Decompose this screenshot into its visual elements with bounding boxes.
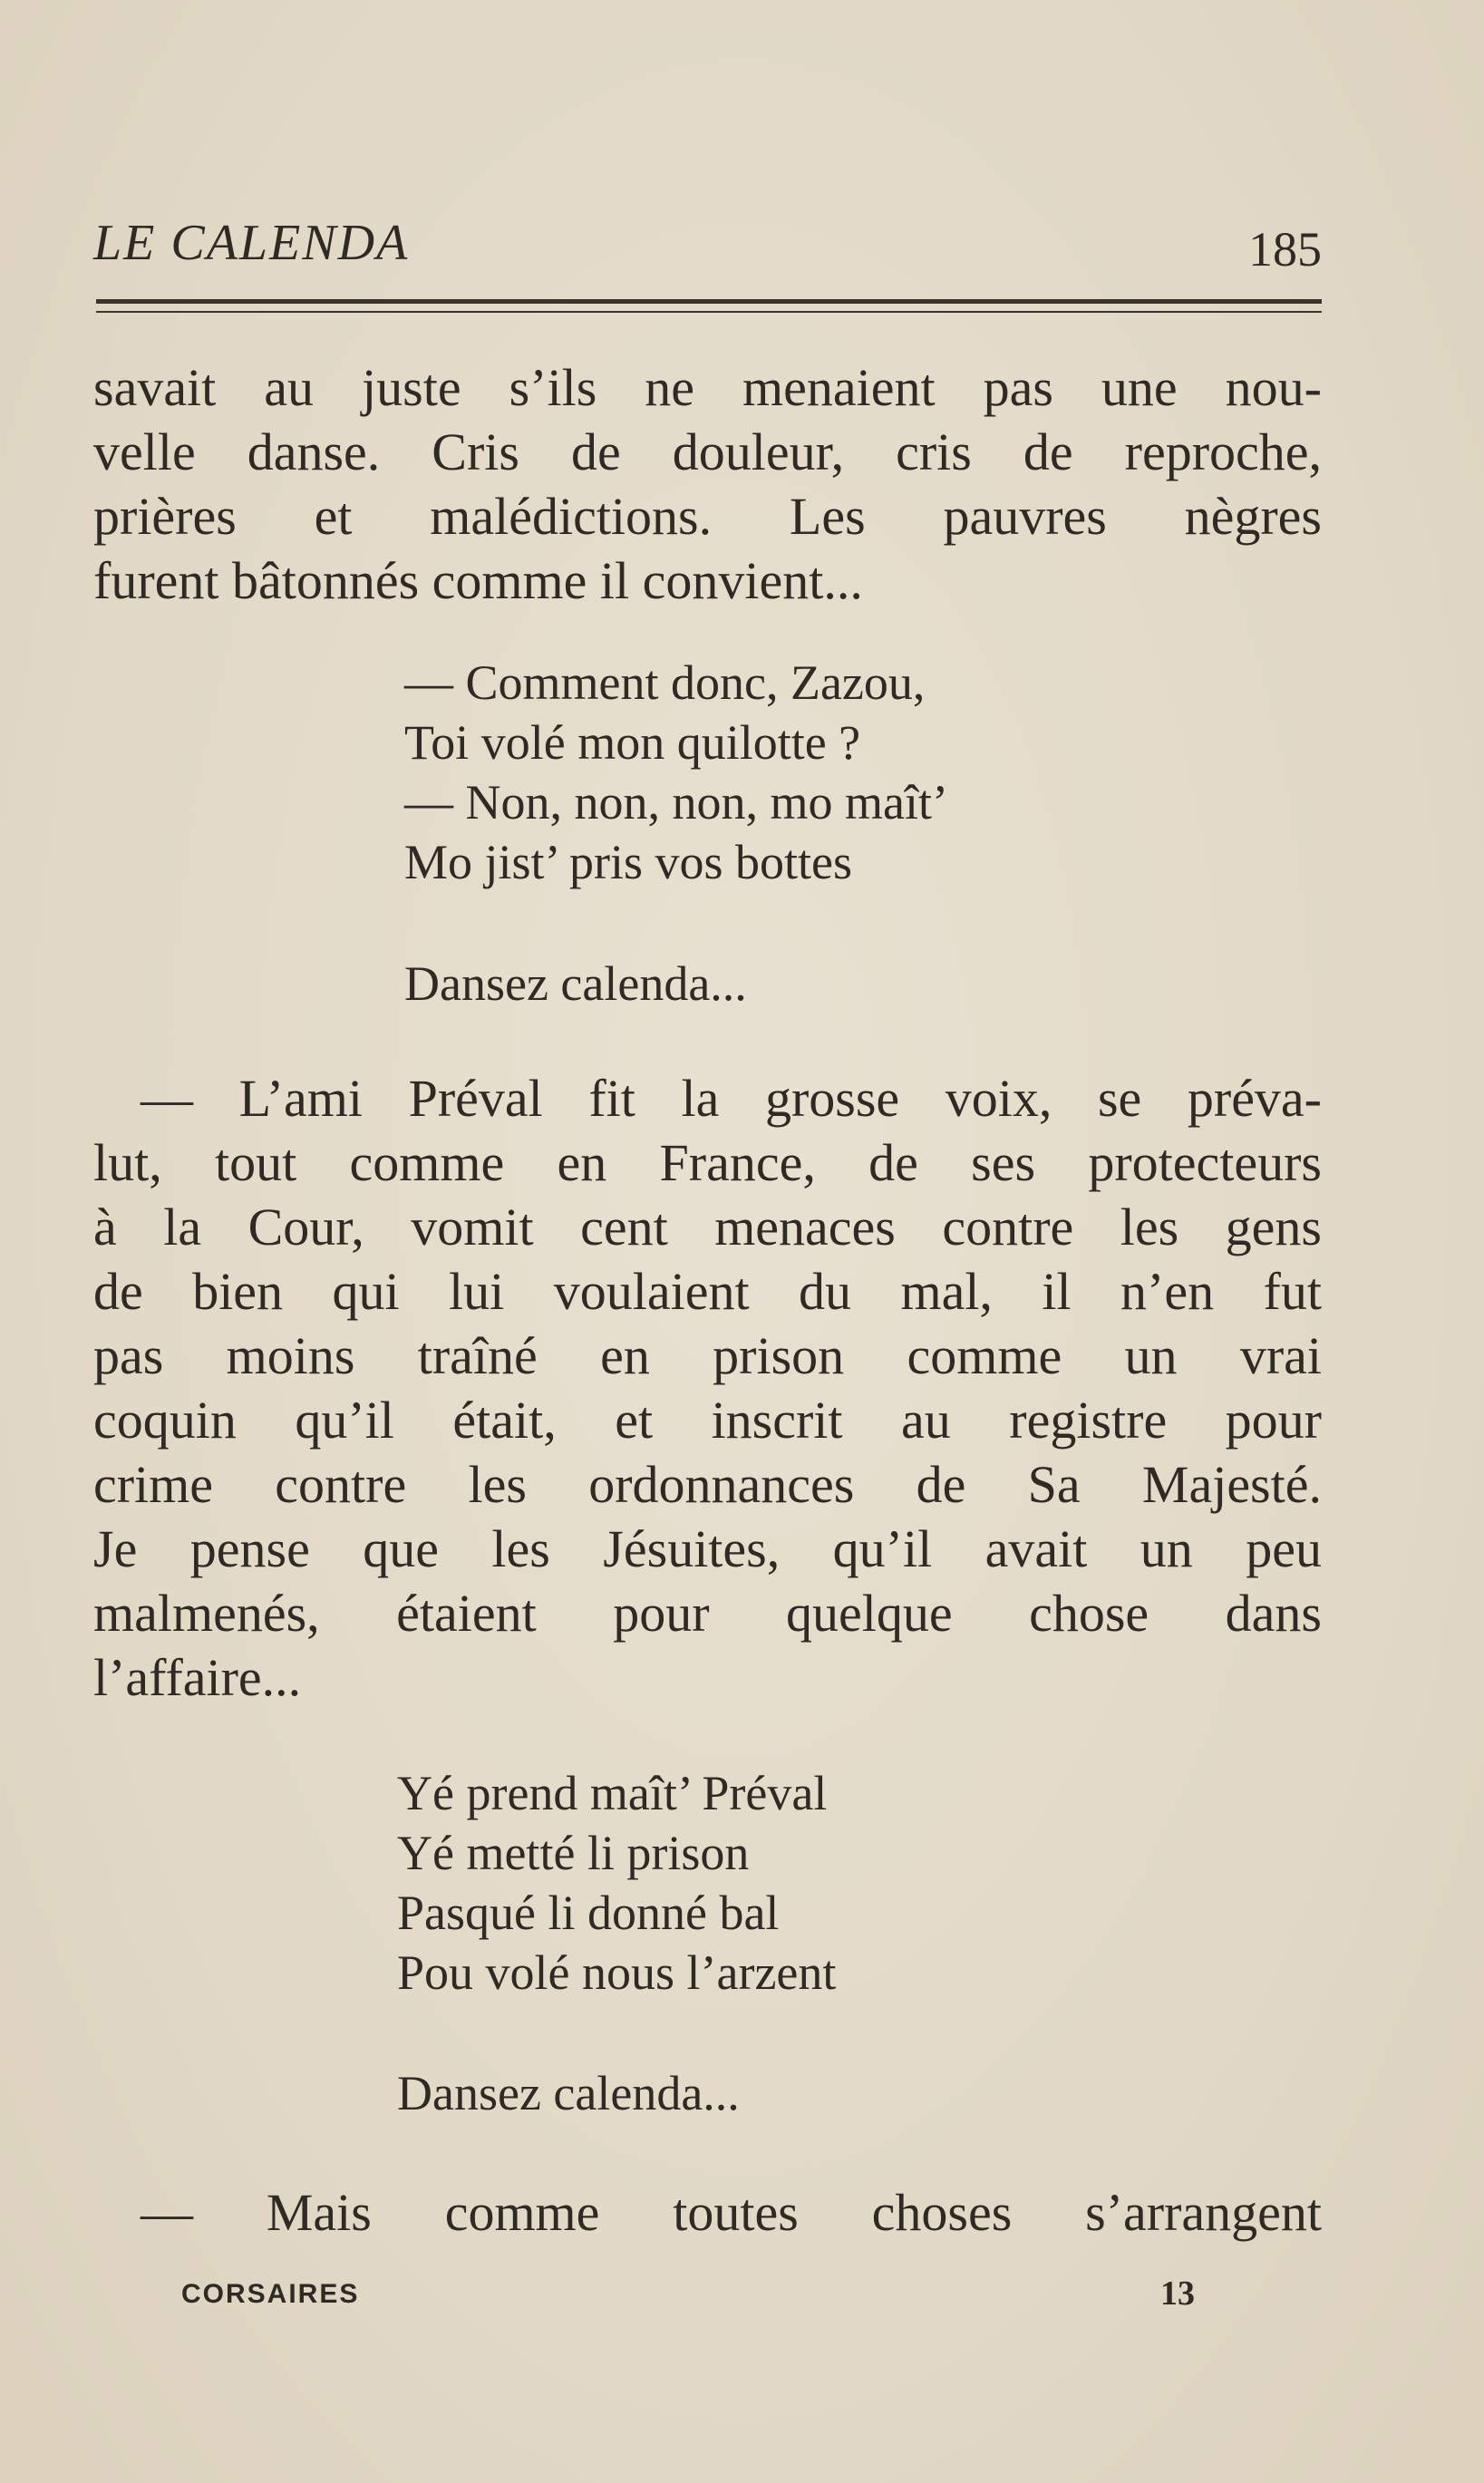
paragraph-3 xyxy=(93,2180,1322,2245)
text-line: savait au juste s’ils ne menaient pas une nou- xyxy=(93,358,1322,417)
verse-refrain-1 xyxy=(404,954,747,1014)
text-line: furent bâtonnés comme il convient... xyxy=(93,551,863,610)
text-line: — Mais comme toutes choses s’arrangent xyxy=(141,2183,1322,2242)
verse-line: — Non, non, non, mo maît’ xyxy=(404,775,948,829)
verse-line: Mo jist’ pris vos bottes xyxy=(404,835,853,889)
paragraph-2 xyxy=(93,1066,1322,1710)
running-title: LE CALENDA xyxy=(93,215,410,271)
text-line: pas moins traîné en prison comme un vrai xyxy=(93,1326,1322,1385)
text-line: prières et malédictions. Les pauvres nègres xyxy=(93,487,1322,546)
verse-stanza-1 xyxy=(404,653,948,892)
text-line: — L’ami Préval fit la grosse voix, se préva- xyxy=(141,1069,1322,1128)
page-header xyxy=(93,214,1322,277)
page-number: 185 xyxy=(1248,222,1322,276)
text-line: crime contre les ordonnances de Sa Majesté. xyxy=(93,1455,1322,1514)
text-line: coquin qu’il était, et inscrit au registre pour xyxy=(93,1391,1322,1450)
text-line: velle danse. Cris de douleur, cris de reproche, xyxy=(93,422,1322,481)
verse-line: Yé metté li prison xyxy=(397,1826,750,1880)
verse-line: Pou volé nous l’arzent xyxy=(397,1945,837,2000)
text-line: à la Cour, vomit cent menaces contre les gens xyxy=(93,1198,1322,1256)
verse-line: Toi volé mon quilotte ? xyxy=(404,715,861,770)
text-line: l’affaire... xyxy=(93,1648,302,1707)
verse-line: Yé prend maît’ Préval xyxy=(397,1766,828,1820)
header-rule-thick xyxy=(96,299,1322,304)
signature-mark: CORSAIRES xyxy=(181,2279,360,2309)
verse-refrain-2 xyxy=(397,2063,740,2123)
signature-number: 13 xyxy=(1160,2274,1195,2313)
refrain-line: Dansez calenda... xyxy=(404,956,747,1011)
verse-line: — Comment donc, Zazou, xyxy=(404,655,926,710)
refrain-line: Dansez calenda... xyxy=(397,2066,740,2120)
text-line: malmenés, étaient pour quelque chose dans xyxy=(93,1584,1322,1643)
verse-stanza-2 xyxy=(397,1763,836,2003)
text-line: Je pense que les Jésuites, qu’il avait un peu xyxy=(93,1519,1322,1578)
header-rule-thin xyxy=(96,311,1322,313)
paragraph-1 xyxy=(93,355,1322,613)
text-line: de bien qui lui voulaient du mal, il n’en fut xyxy=(93,1262,1322,1321)
verse-line: Pasqué li donné bal xyxy=(397,1886,780,1940)
text-line: lut, tout comme en France, de ses protecteurs xyxy=(93,1133,1322,1192)
